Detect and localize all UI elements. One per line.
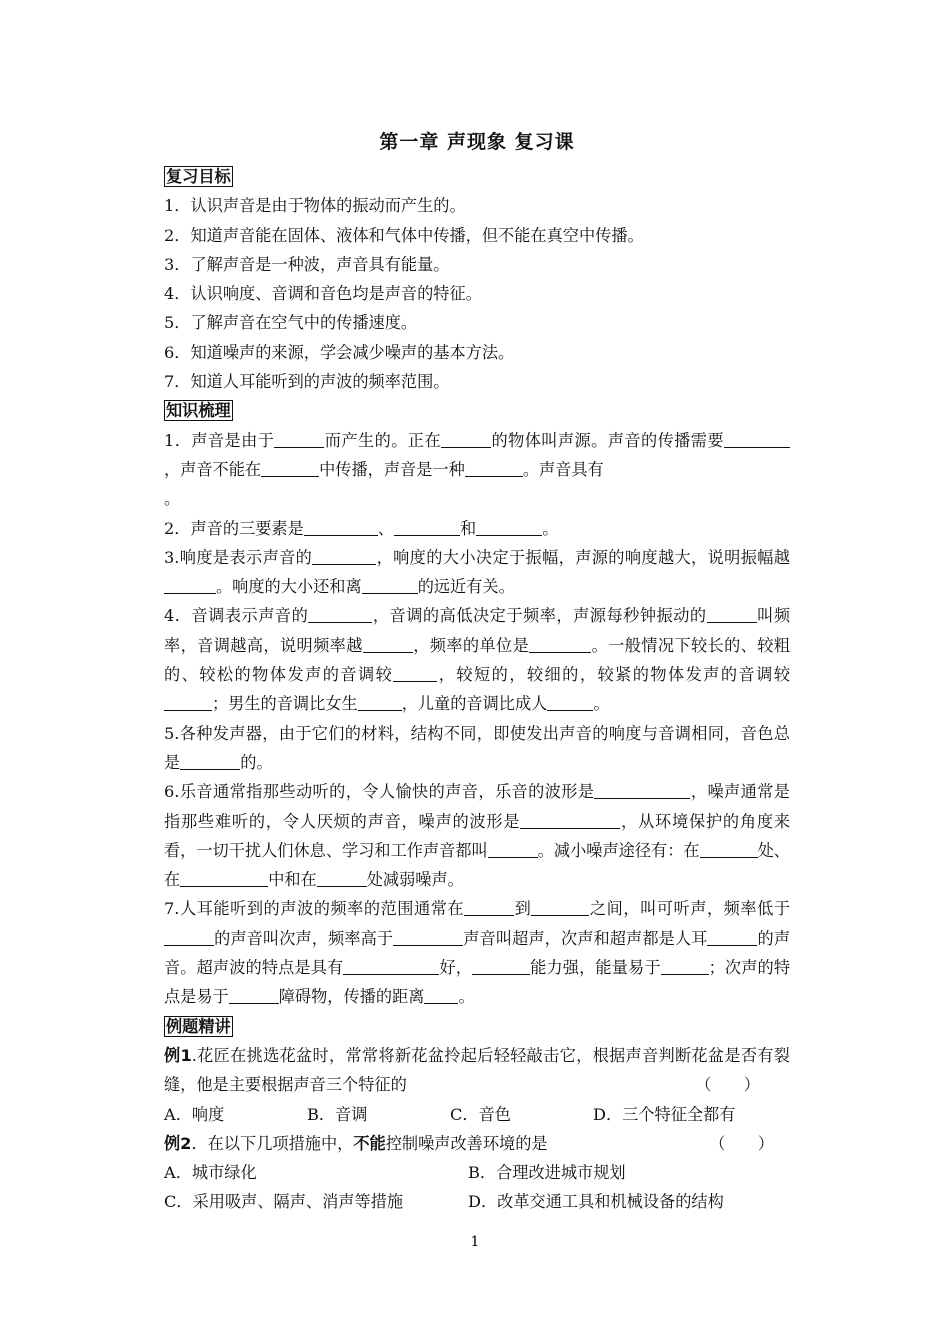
option-d[interactable]: D．三个特征全都有 <box>593 1104 736 1124</box>
section-heading-knowledge: 知识梳理 <box>166 401 231 421</box>
fill-blank[interactable] <box>164 577 216 594</box>
fill-blank[interactable] <box>393 929 463 946</box>
option-d[interactable]: D．改革交通工具和机械设备的结构 <box>468 1192 724 1212</box>
page-number: 1 <box>470 1234 480 1250</box>
fill-blank[interactable] <box>707 606 757 623</box>
fill-blank[interactable] <box>358 694 402 711</box>
option-b[interactable]: B．音调 <box>307 1104 368 1124</box>
example-2-question: 例2．在以下几项措施中，不能控制噪声改善环境的是 （ ） <box>164 1129 790 1158</box>
section-heading-examples: 例题精讲 <box>166 1016 231 1036</box>
goal-item: 6．知道噪声的来源，学会减少噪声的基本方法。 <box>164 342 515 362</box>
document-title: 第一章 声现象 复习课 <box>379 131 575 153</box>
fill-blank[interactable] <box>531 899 589 916</box>
document-page <box>164 128 790 1217</box>
fill-blank[interactable] <box>317 870 367 887</box>
fill-blank[interactable] <box>312 548 376 565</box>
fill-blank[interactable] <box>180 870 268 887</box>
example-2-options-row2 <box>164 1187 790 1216</box>
fill-blank[interactable] <box>529 636 591 653</box>
emphasis-text: 不能 <box>353 1133 386 1153</box>
knowledge-item-3: 3.响度是表示声音的 ，响度的大小决定于振幅，声源的响度越大，说明振幅越。响度的大小还和离 的远近有关。 <box>164 547 790 597</box>
goal-item: 7．知道人耳能听到的声波的频率范围。 <box>164 372 450 392</box>
fill-blank[interactable] <box>476 519 542 536</box>
option-b[interactable]: B．合理改进城市规划 <box>468 1163 626 1183</box>
example-label: 例2 <box>164 1133 192 1153</box>
fill-blank[interactable] <box>343 958 439 975</box>
section-knowledge <box>164 396 790 1011</box>
fill-blank[interactable] <box>304 519 378 536</box>
option-a[interactable]: A．城市绿化 <box>164 1163 257 1183</box>
knowledge-item-7: 7.人耳能听到的声波的频率的范围通常在 到 之间，叫可听声，频率低于的声音叫次声，频率高于 声音叫超声，次声和超声都是人耳 的声音。超声波的特点是具有 好， 能力强，能量易于 ；次声的特点是易于 障碍物，传播的距离 。 <box>164 899 791 1007</box>
example-1-question: 例1.花匠在挑选花盆时，常常将新花盆拎起后轻轻敲击它，根据声音判断花盆是否有裂缝，他是主要根据声音三个特征的 （ ） <box>164 1041 790 1100</box>
fill-blank[interactable] <box>547 694 593 711</box>
option-c[interactable]: C．音色 <box>450 1104 511 1124</box>
fill-blank[interactable] <box>488 841 538 858</box>
fill-blank[interactable] <box>362 577 418 594</box>
fill-blank[interactable] <box>472 958 530 975</box>
fill-blank[interactable] <box>424 987 458 1004</box>
fill-blank[interactable] <box>164 694 212 711</box>
fill-blank[interactable] <box>164 929 214 946</box>
goal-item: 4．认识响度、音调和音色均是声音的特征。 <box>164 284 482 304</box>
fill-blank[interactable] <box>229 987 279 1004</box>
fill-blank[interactable] <box>393 665 437 682</box>
example-2-options-row1 <box>164 1158 790 1187</box>
goal-item: 1．认识声音是由于物体的振动而产生的。 <box>164 196 466 216</box>
fill-blank[interactable] <box>594 782 690 799</box>
fill-blank[interactable] <box>700 841 758 858</box>
fill-blank[interactable] <box>261 460 319 477</box>
fill-blank[interactable] <box>465 460 523 477</box>
fill-blank[interactable] <box>394 519 460 536</box>
fill-blank[interactable] <box>464 899 514 916</box>
goal-item: 3．了解声音是一种波，声音具有能量。 <box>164 254 450 274</box>
knowledge-item-2: 2．声音的三要素是 、 和 。 <box>164 518 559 538</box>
goal-item: 5．了解声音在空气中的传播速度。 <box>164 313 418 333</box>
knowledge-item-1: 1．声音是由于 而产生的。正在 的物体叫声源。声音的传播需要，声音不能在 中传播，声音是一种 。声音具有 。 <box>164 426 790 514</box>
option-c[interactable]: C．采用吸声、隔声、消声等措施 <box>164 1192 404 1212</box>
section-heading-goals: 复习目标 <box>166 167 231 186</box>
answer-bracket[interactable]: （ ） <box>695 1075 760 1095</box>
fill-blank[interactable] <box>724 431 790 448</box>
section-goals <box>164 162 790 396</box>
example-label: 例1 <box>164 1045 192 1065</box>
fill-blank[interactable] <box>661 958 709 975</box>
fill-blank[interactable] <box>441 431 491 448</box>
knowledge-item-5: 5.各种发声器，由于它们的材料，结构不同，即使发出声音的响度与音调相同，音色总是 的。 <box>164 723 790 772</box>
fill-blank[interactable] <box>274 431 324 448</box>
answer-bracket[interactable]: （ ） <box>709 1133 774 1153</box>
knowledge-item-6: 6.乐音通常指那些动听的，令人愉快的声音，乐音的波形是 ，噪声通常是指那些难听的，令人厌烦的声音，噪声的波形是 ，从环境保护的角度来看，一切干扰人们休息、学习和工作声音都叫 。减小噪声途径有：在 处、在 中和在 处减弱噪声。 <box>164 782 791 890</box>
example-1-options <box>164 1100 790 1129</box>
section-examples <box>164 1012 790 1217</box>
knowledge-item-4: 4．音调表示声音的 ，音调的高低决定于频率，声源每秒钟振动的 叫频率，音调越高，说明频率越 ，频率的单位是 。一般情况下较长的、较粗的、较松的物体发声的音调较 ，较短的，较细的，较紧的物体发声的音调较；男生的音调比女生 ，儿童的音调比成人 。 <box>164 606 791 714</box>
goal-item: 2．知道声音能在固体、液体和气体中传播，但不能在真空中传播。 <box>164 225 644 245</box>
fill-blank[interactable] <box>520 812 620 829</box>
fill-blank[interactable] <box>180 753 240 770</box>
fill-blank[interactable] <box>308 606 372 623</box>
fill-blank[interactable] <box>707 929 757 946</box>
option-a[interactable]: A．响度 <box>164 1104 225 1124</box>
fill-blank[interactable] <box>363 636 413 653</box>
